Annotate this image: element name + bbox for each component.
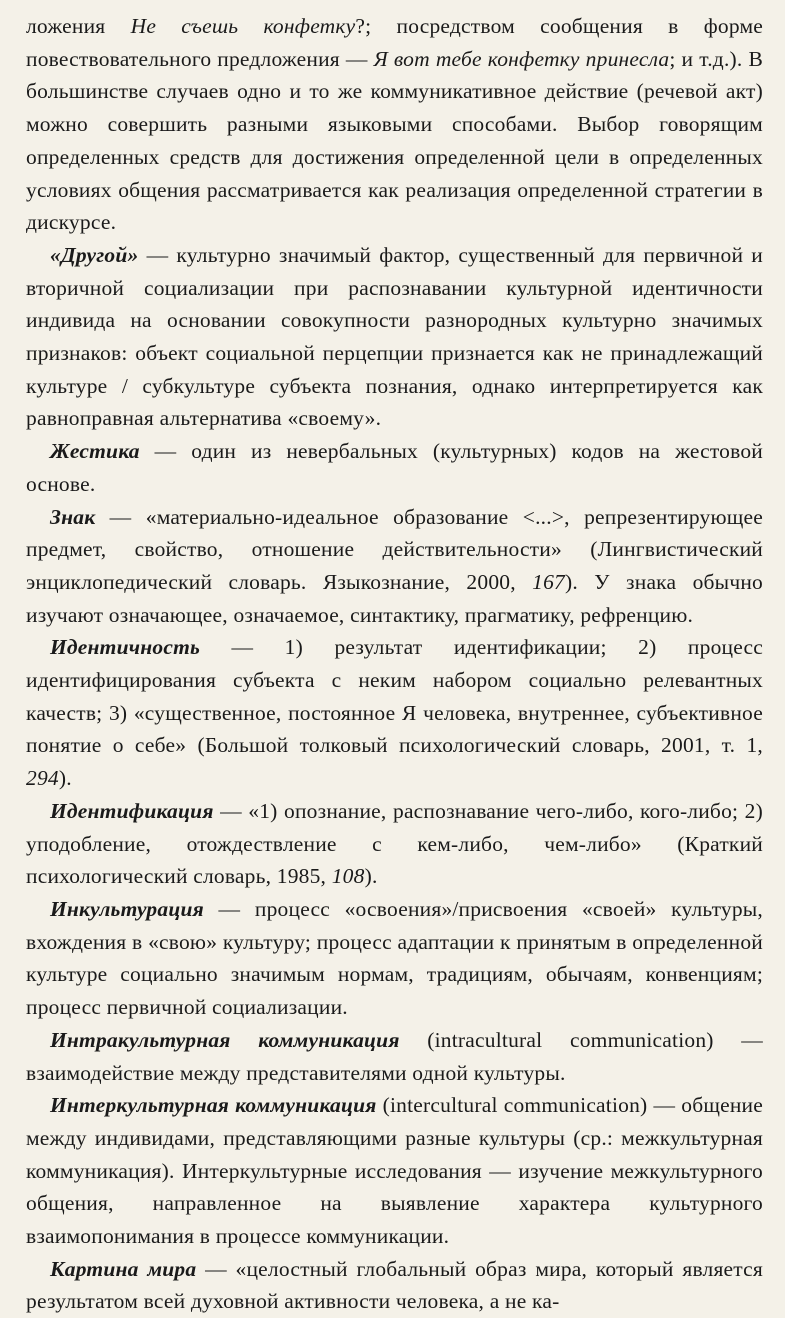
- entry-identichnost: [26, 631, 763, 795]
- entry-definition: — «целостный глобальный образ мира, который является результатом всей духовной активности человека, а не ка-: [26, 1256, 763, 1314]
- entry-term: Жестика: [50, 439, 140, 464]
- continuation-text-1: ложения: [26, 14, 131, 38]
- page-reference: 167: [532, 569, 565, 594]
- continuation-example-1: Не съешь конфетку: [130, 14, 356, 38]
- continuation-text-3: ; и т.д.). В большинстве случаев одно и то же коммуникативное действие (речевой акт) можно совершить разными языковыми способами. Выбор говорящим определенных средств для достижения определенной цели в определенных условиях общения рассматривается как реализация определенной стратегии в дискурсе.: [26, 46, 763, 235]
- continuation-paragraph: [26, 10, 763, 239]
- entry-interkulturnaya: [26, 1089, 763, 1253]
- entry-znak: [26, 501, 763, 632]
- entry-term: «Другой»: [50, 242, 139, 267]
- entry-intrakulturnaya: [26, 1024, 763, 1089]
- entry-definition: (intracultural communication) — взаимодействие между представителями одной культуры.: [26, 1027, 764, 1085]
- page-reference: 294: [26, 766, 59, 791]
- entry-definition: — «материально-идеальное образование <...>, репрезентирующее предмет, свойство, отношение действительности» (Лингвистический энциклопедический словарь. Языкознание, 2000,: [26, 504, 763, 594]
- entry-definition: — один из невербальных (культурных) кодов на жестовой основе.: [26, 439, 763, 496]
- page-reference: 108: [331, 864, 365, 889]
- entry-zhestika: [26, 435, 763, 500]
- continuation-example-2: Я вот тебе конфетку принесла: [373, 46, 670, 71]
- entry-definition-tail: ).: [364, 864, 378, 889]
- continuation-text-2: ?; посредством сообщения в форме повествовательного предложения —: [26, 14, 763, 71]
- entry-term: Картина мира: [50, 1256, 197, 1281]
- entry-definition: — 1) результат идентификации; 2) процесс идентифицирования субъекта с неким набором социально релевантных качеств; 3) «существенное, постоянное Я человека, внутреннее, субъективное понятие о себе» (Большой толковый психологический словарь, 2001, т. 1,: [26, 635, 763, 758]
- entry-definition-tail: ).: [58, 766, 72, 791]
- entry-term: Идентичность: [50, 635, 201, 660]
- entry-term: Интракультурная коммуникация: [50, 1027, 400, 1052]
- entry-definition: (intercultural communication) — общение между индивидами, представляющими разные культуры (ср.: межкультурная коммуникация). Интеркультурные исследования — изучение межкультурного общения, направленное на выявление характера культурного взаимопонимания в процессе коммуникации.: [26, 1093, 763, 1249]
- entry-definition: — «1) опознание, распознавание чего-либо, кого-либо; 2) уподобление, отождествление с кем-либо, чем-либо» (Краткий психологический словарь, 1985,: [26, 798, 763, 889]
- entry-definition: — культурно значимый фактор, существенный для первичной и вторичной социализации при распознавании культурной идентичности индивида на основании совокупности разнородных культурно значимых признаков: объект социальной перцепции признается как не принадлежащий культуре / субкультуре субъекта познания, однако интерпретируется как равноправная альтернатива «своему».: [26, 242, 763, 431]
- entry-kartina-mira: [26, 1253, 763, 1318]
- entry-inkulturatsiya: [26, 893, 763, 1024]
- entry-definition-tail: ). У знака обычно изучают означающее, означаемое, синтактику, прагматику, рефренцию.: [26, 569, 763, 627]
- entry-identifikatsiya: [26, 795, 763, 893]
- entry-term: Идентификация: [50, 798, 214, 823]
- entry-term: Инкультурация: [50, 896, 204, 921]
- entry-drugoy: [26, 239, 763, 435]
- entry-term: Знак: [50, 504, 96, 529]
- entry-term: Интеркультурная коммуникация: [50, 1093, 377, 1118]
- entry-definition: — процесс «освоения»/присвоения «своей» культуры, вхождения в «свою» культуру; процесс адаптации к принятым в определенной культуре социально значимым нормам, традициям, обычаям, конвенциям; процесс первичной социализации.: [26, 896, 763, 1020]
